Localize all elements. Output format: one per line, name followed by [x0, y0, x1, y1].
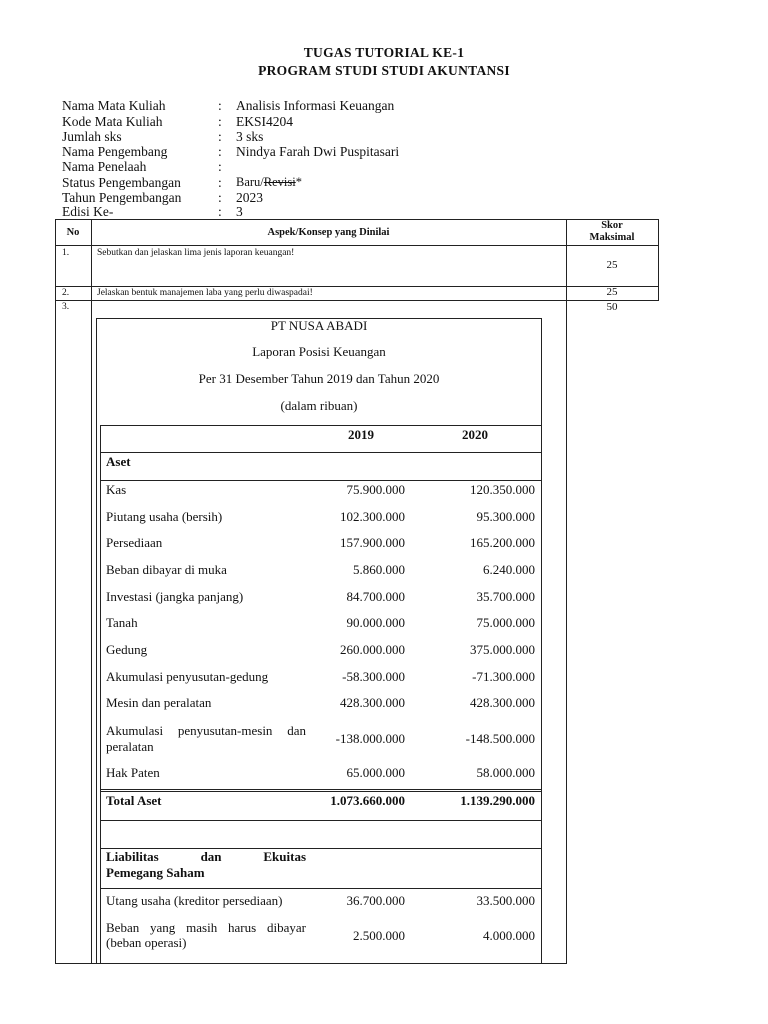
meta-label: Status Pengembangan [62, 175, 181, 190]
asset-name: Kas [106, 482, 127, 497]
asset-name: Piutang usaha (bersih) [106, 509, 223, 524]
status-star: * [295, 175, 302, 189]
meta-value: 3 sks [236, 129, 264, 144]
asset-name: Tanah [106, 615, 138, 630]
asset-name: Mesin dan peralatan [106, 695, 212, 710]
asset-name: Akumulasi penyusutan-gedung [106, 669, 269, 684]
status-baru: Baru/ [236, 175, 264, 189]
year-2019: 2019 [348, 427, 374, 442]
meta-colon: : [218, 175, 222, 190]
meta-label: Edisi Ke- [62, 204, 114, 219]
asset-value-2019: 75.900.000 [346, 482, 405, 497]
asset-value-2019: 157.900.000 [340, 535, 405, 550]
asset-value-2020: 6.240.000 [483, 562, 535, 577]
asset-value-2020: 375.000.000 [470, 642, 535, 657]
total-asset-2020: 1.139.290.000 [460, 793, 535, 808]
meta-colon: : [218, 159, 222, 174]
meta-colon: : [218, 190, 222, 205]
document-subtitle: PROGRAM STUDI STUDI AKUNTANSI [258, 63, 510, 78]
asset-value-2019: 428.300.000 [340, 695, 405, 710]
total-asset-2019: 1.073.660.000 [330, 793, 405, 808]
liabilities-heading: Liabilitas dan Ekuitas [106, 849, 306, 864]
row-no: 1. [62, 248, 70, 258]
meta-label: Nama Pengembang [62, 144, 168, 159]
meta-value: 3 [236, 204, 243, 219]
meta-colon: : [218, 98, 222, 113]
liability-value-2019: 2.500.000 [353, 928, 405, 943]
header-no: No [66, 227, 80, 238]
meta-value: Nindya Farah Dwi Puspitasari [236, 144, 400, 159]
asset-value-2020: 35.700.000 [476, 589, 535, 604]
total-asset-label: Total Aset [106, 793, 162, 808]
company-name: PT NUSA ABADI [270, 318, 368, 333]
liabilities-heading-cont: Pemegang Saham [106, 865, 205, 880]
meta-label: Nama Penelaah [62, 159, 147, 174]
asset-name-cont: peralatan [106, 739, 154, 754]
report-unit: (dalam ribuan) [280, 398, 358, 413]
row-score: 25 [606, 259, 618, 271]
year-2020: 2020 [462, 427, 488, 442]
meta-label: Kode Mata Kuliah [62, 114, 163, 129]
asset-name: Hak Paten [106, 765, 160, 780]
meta-value: EKSI4204 [236, 114, 293, 129]
asset-value-2020: 428.300.000 [470, 695, 535, 710]
meta-value: Analisis Informasi Keuangan [236, 98, 395, 113]
asset-value-2019: 65.000.000 [346, 765, 405, 780]
asset-name: Akumulasi penyusutan-mesin dan [106, 723, 306, 738]
asset-value-2019: 5.860.000 [353, 562, 405, 577]
row-score: 25 [606, 286, 618, 298]
meta-colon: : [218, 114, 222, 129]
liability-name: Utang usaha (kreditor persediaan) [106, 893, 283, 908]
asset-value-2019: -58.300.000 [342, 669, 405, 684]
liability-value-2020: 33.500.000 [476, 893, 535, 908]
document-title: TUGAS TUTORIAL KE-1 [303, 45, 465, 60]
header-skor [566, 220, 658, 244]
asset-value-2020: -71.300.000 [472, 669, 535, 684]
row-score: 50 [606, 301, 618, 313]
asset-value-2019: 84.700.000 [346, 589, 405, 604]
asset-value-2019: 90.000.000 [346, 615, 405, 630]
meta-value: 2023 [236, 190, 263, 205]
report-period: Per 31 Desember Tahun 2019 dan Tahun 2020 [198, 371, 440, 386]
asset-name: Beban dibayar di muka [106, 562, 227, 577]
status-value [236, 175, 302, 190]
asset-value-2020: 95.300.000 [476, 509, 535, 524]
meta-colon: : [218, 129, 222, 144]
meta-label: Jumlah sks [62, 129, 122, 144]
asset-heading: Aset [106, 454, 131, 469]
header-aspek: Aspek/Konsep yang Dinilai [267, 227, 390, 238]
meta-colon: : [218, 144, 222, 159]
row-question: Jelaskan bentuk manajemen laba yang perlu diwaspadai! [97, 288, 313, 298]
meta-label: Tahun Pengembangan [62, 190, 182, 205]
asset-value-2020: 120.350.000 [470, 482, 535, 497]
liability-value-2020: 4.000.000 [483, 928, 535, 943]
report-name: Laporan Posisi Keuangan [252, 344, 386, 359]
row-question: Sebutkan dan jelaskan lima jenis laporan keuangan! [97, 248, 295, 258]
liability-name: Beban yang masih harus dibayar [106, 920, 306, 935]
asset-name: Persediaan [106, 535, 163, 550]
asset-name: Gedung [106, 642, 148, 657]
asset-value-2019: 260.000.000 [340, 642, 405, 657]
status-revisi: Revisi [263, 175, 296, 189]
liability-name-cont: (beban operasi) [106, 935, 187, 950]
asset-value-2020: -148.500.000 [465, 731, 535, 746]
meta-colon: : [218, 204, 222, 219]
asset-value-2020: 58.000.000 [476, 765, 535, 780]
meta-label: Nama Mata Kuliah [62, 98, 166, 113]
header-skor-line1: Skor [601, 220, 623, 231]
asset-value-2020: 75.000.000 [476, 615, 535, 630]
header-skor-line2: Maksimal [589, 232, 635, 243]
row-no: 2. [62, 288, 70, 298]
asset-value-2019: -138.000.000 [335, 731, 405, 746]
asset-value-2020: 165.200.000 [470, 535, 535, 550]
asset-value-2019: 102.300.000 [340, 509, 405, 524]
liability-value-2019: 36.700.000 [346, 893, 405, 908]
row-no: 3. [62, 302, 70, 312]
asset-name: Investasi (jangka panjang) [106, 589, 244, 604]
